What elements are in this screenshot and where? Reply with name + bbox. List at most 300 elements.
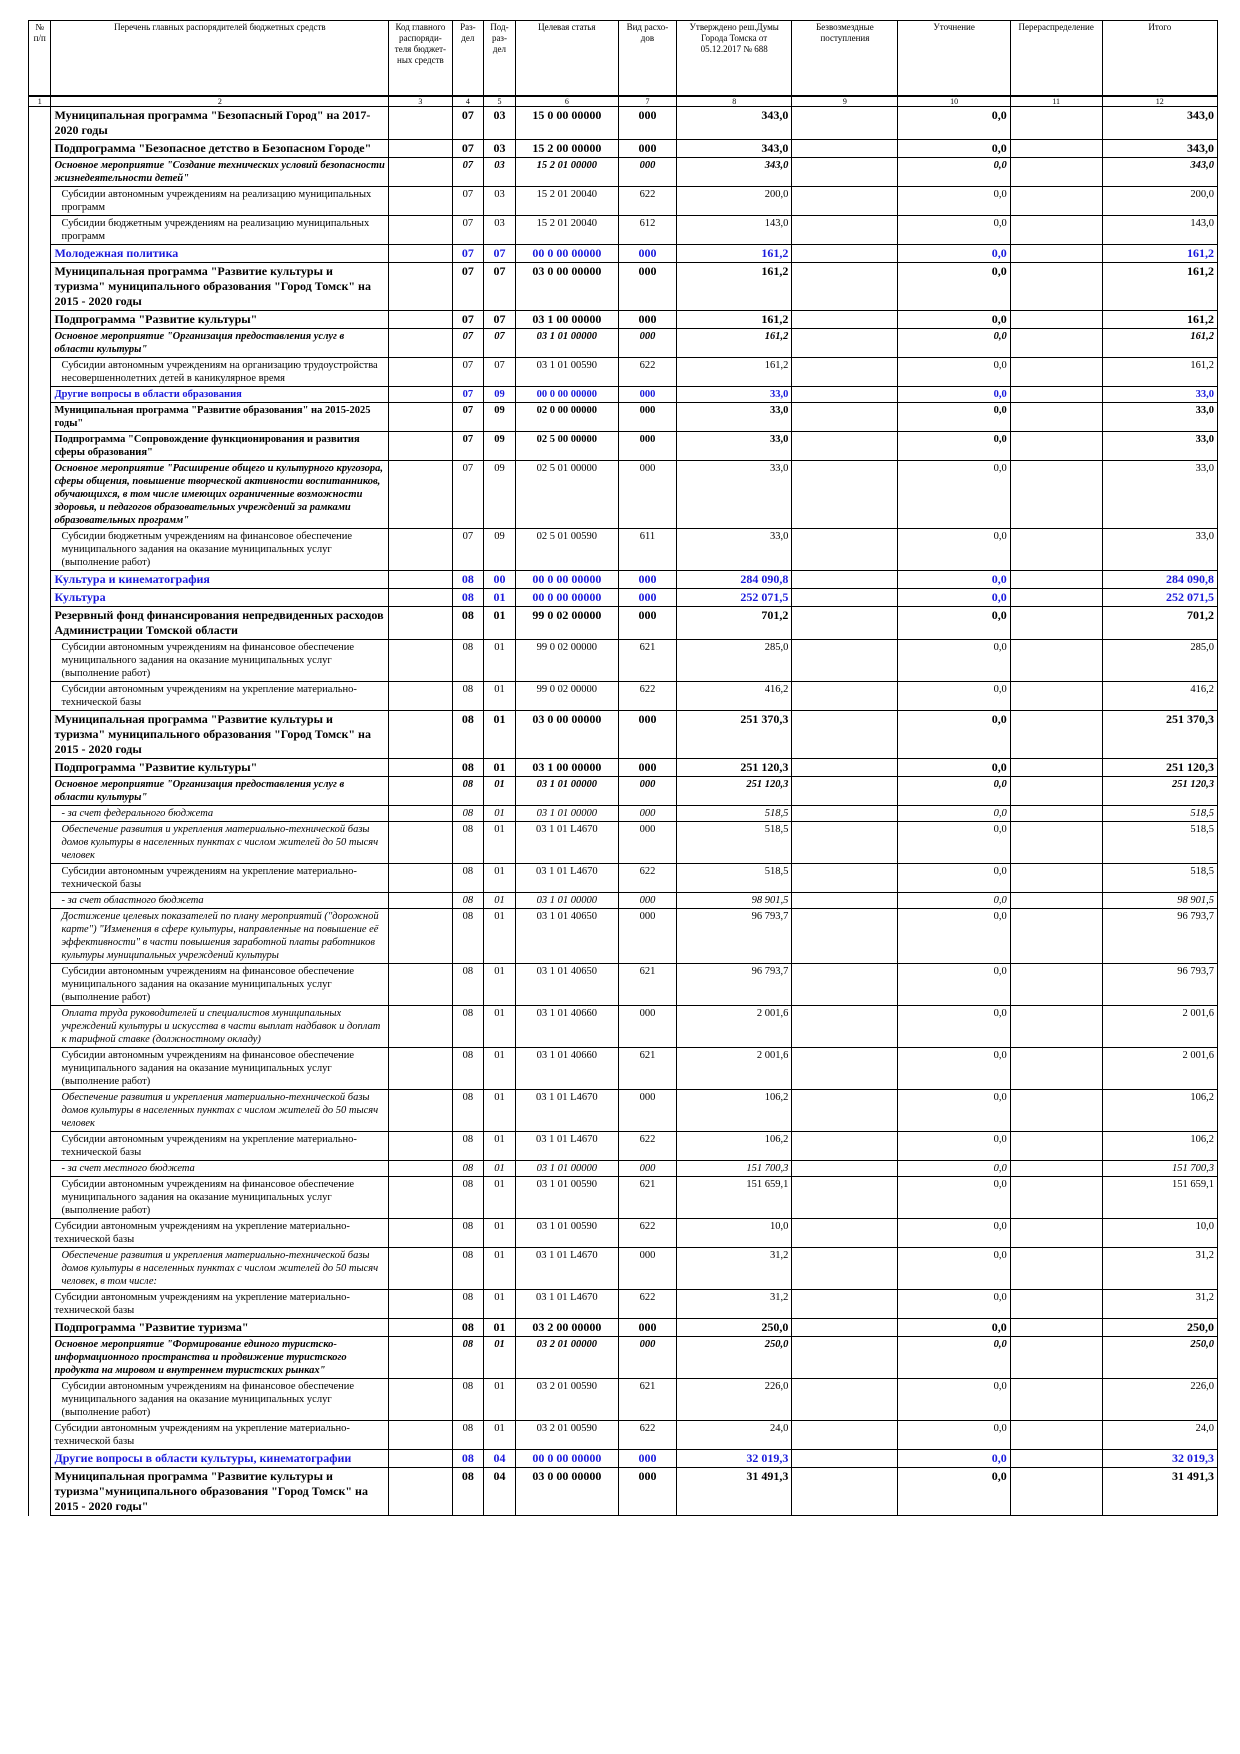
table-row (29, 403, 1218, 432)
redistribution-cell (1010, 1006, 1102, 1048)
distributor-code-cell (389, 1319, 452, 1337)
row-subsection: 01 (484, 1161, 516, 1177)
row-approved: 151 700,3 (677, 1161, 792, 1177)
row-approved: 416,2 (677, 682, 792, 711)
row-section: 07 (452, 329, 484, 358)
row-adjustment: 0,0 (898, 216, 1010, 245)
header-distributors: Перечень главных распорядителей бюджетных средств (51, 21, 389, 97)
row-expense-type: 000 (618, 311, 676, 329)
distributor-code-cell (389, 1468, 452, 1516)
row-expense-type: 000 (618, 140, 676, 158)
redistribution-cell (1010, 1219, 1102, 1248)
table-row (29, 1379, 1218, 1421)
row-expense-type: 000 (618, 1006, 676, 1048)
row-section: 08 (452, 589, 484, 607)
header-grants: Безвозмездные поступления (792, 21, 898, 97)
table-row (29, 759, 1218, 777)
row-target-article: 03 1 01 00000 (515, 806, 618, 822)
row-approved: 2 001,6 (677, 1006, 792, 1048)
row-subsection: 03 (484, 216, 516, 245)
column-number: 12 (1102, 96, 1217, 107)
row-approved: 33,0 (677, 432, 792, 461)
redistribution-cell (1010, 387, 1102, 403)
table-row (29, 1048, 1218, 1090)
row-target-article: 15 0 00 00000 (515, 107, 618, 140)
row-section: 08 (452, 1048, 484, 1090)
row-section: 07 (452, 311, 484, 329)
row-adjustment: 0,0 (898, 1468, 1010, 1516)
row-name: Культура (51, 589, 389, 607)
row-adjustment: 0,0 (898, 1006, 1010, 1048)
row-subsection: 01 (484, 806, 516, 822)
distributor-code-cell (389, 589, 452, 607)
table-row (29, 1006, 1218, 1048)
row-number-cell (29, 1132, 51, 1161)
table-row (29, 358, 1218, 387)
table-row (29, 140, 1218, 158)
distributor-code-cell (389, 387, 452, 403)
row-approved: 106,2 (677, 1132, 792, 1161)
grants-cell (792, 1048, 898, 1090)
distributor-code-cell (389, 1421, 452, 1450)
table-row (29, 1421, 1218, 1450)
row-target-article: 03 1 01 L4670 (515, 822, 618, 864)
row-total: 161,2 (1102, 245, 1217, 263)
row-total: 518,5 (1102, 864, 1217, 893)
row-name: Муниципальная программа "Развитие образования" на 2015-2025 годы" (51, 403, 389, 432)
redistribution-cell (1010, 187, 1102, 216)
row-subsection: 01 (484, 1132, 516, 1161)
distributor-code-cell (389, 893, 452, 909)
row-adjustment: 0,0 (898, 1177, 1010, 1219)
row-expense-type: 000 (618, 571, 676, 589)
row-subsection: 07 (484, 263, 516, 311)
grants-cell (792, 711, 898, 759)
redistribution-cell (1010, 1421, 1102, 1450)
row-expense-type: 000 (618, 909, 676, 964)
row-number-cell (29, 640, 51, 682)
row-section: 08 (452, 1379, 484, 1421)
row-total: 33,0 (1102, 387, 1217, 403)
row-subsection: 07 (484, 358, 516, 387)
distributor-code-cell (389, 1219, 452, 1248)
distributor-code-cell (389, 711, 452, 759)
row-target-article: 00 0 00 00000 (515, 387, 618, 403)
column-number: 10 (898, 96, 1010, 107)
row-name: Субсидии автономным учреждениям на финансовое обеспечение муниципального задания на оказание муниципальных услуг (выполнение работ) (51, 964, 389, 1006)
row-total: 416,2 (1102, 682, 1217, 711)
grants-cell (792, 1219, 898, 1248)
distributor-code-cell (389, 1090, 452, 1132)
row-subsection: 09 (484, 529, 516, 571)
row-number-cell (29, 263, 51, 311)
row-target-article: 03 1 01 40650 (515, 964, 618, 1006)
row-total: 284 090,8 (1102, 571, 1217, 589)
table-row (29, 806, 1218, 822)
grants-cell (792, 263, 898, 311)
row-target-article: 03 1 01 00590 (515, 1177, 618, 1219)
row-approved: 161,2 (677, 245, 792, 263)
row-target-article: 03 2 01 00590 (515, 1421, 618, 1450)
row-number-cell (29, 682, 51, 711)
table-row (29, 1219, 1218, 1248)
row-adjustment: 0,0 (898, 640, 1010, 682)
row-subsection: 01 (484, 964, 516, 1006)
redistribution-cell (1010, 311, 1102, 329)
row-section: 07 (452, 263, 484, 311)
row-total: 31,2 (1102, 1248, 1217, 1290)
row-number-cell (29, 461, 51, 529)
distributor-code-cell (389, 682, 452, 711)
row-name: Основное мероприятие "Создание технических условий безопасности жизнедеятельности детей" (51, 158, 389, 187)
row-adjustment: 0,0 (898, 806, 1010, 822)
row-target-article: 03 1 01 40650 (515, 909, 618, 964)
grants-cell (792, 640, 898, 682)
row-approved: 96 793,7 (677, 964, 792, 1006)
row-target-article: 99 0 02 00000 (515, 640, 618, 682)
row-name: Субсидии автономным учреждениям на финансовое обеспечение муниципального задания на оказание муниципальных услуг (выполнение работ) (51, 1177, 389, 1219)
row-approved: 161,2 (677, 263, 792, 311)
row-target-article: 99 0 02 00000 (515, 682, 618, 711)
row-name: - за счет местного бюджета (51, 1161, 389, 1177)
row-total: 226,0 (1102, 1379, 1217, 1421)
distributor-code-cell (389, 1248, 452, 1290)
column-number: 8 (677, 96, 792, 107)
row-adjustment: 0,0 (898, 822, 1010, 864)
row-approved: 251 370,3 (677, 711, 792, 759)
distributor-code-cell (389, 640, 452, 682)
redistribution-cell (1010, 607, 1102, 640)
row-number-cell (29, 964, 51, 1006)
row-target-article: 99 0 02 00000 (515, 607, 618, 640)
row-target-article: 15 2 01 00000 (515, 158, 618, 187)
row-adjustment: 0,0 (898, 777, 1010, 806)
row-number-cell (29, 607, 51, 640)
grants-cell (792, 1006, 898, 1048)
redistribution-cell (1010, 1290, 1102, 1319)
row-name: Обеспечение развития и укрепления материально-технической базы домов культуры в населенных пунктах с числом жителей до 50 тысяч человек, в том числе: (51, 1248, 389, 1290)
distributor-code-cell (389, 1132, 452, 1161)
redistribution-cell (1010, 1468, 1102, 1516)
row-subsection: 01 (484, 777, 516, 806)
row-number-cell (29, 909, 51, 964)
row-total: 151 700,3 (1102, 1161, 1217, 1177)
row-total: 31,2 (1102, 1290, 1217, 1319)
distributor-code-cell (389, 140, 452, 158)
row-subsection: 01 (484, 682, 516, 711)
row-name: Основное мероприятие "Формирование единого туристско-информационного пространства и продвижение туристского продукта на мировом и внутреннем туристских рынках" (51, 1337, 389, 1379)
row-approved: 161,2 (677, 358, 792, 387)
row-number-cell (29, 777, 51, 806)
table-row (29, 1468, 1218, 1516)
row-subsection: 01 (484, 711, 516, 759)
row-number-cell (29, 1337, 51, 1379)
grants-cell (792, 1319, 898, 1337)
row-target-article: 03 1 00 00000 (515, 759, 618, 777)
grants-cell (792, 461, 898, 529)
row-name: Субсидии автономным учреждениям на укрепление материально-технической базы (51, 1219, 389, 1248)
table-row (29, 909, 1218, 964)
grants-cell (792, 759, 898, 777)
row-name: Субсидии бюджетным учреждениям на реализацию муниципальных программ (51, 216, 389, 245)
row-section: 08 (452, 759, 484, 777)
table-row (29, 187, 1218, 216)
row-approved: 2 001,6 (677, 1048, 792, 1090)
header-total: Итого (1102, 21, 1217, 97)
table-row (29, 432, 1218, 461)
row-name: Основное мероприятие "Расширение общего и культурного кругозора, сферы общения, повышение творческой активности воспитанников, обучающихся, в том числе имеющих ограниченные возможности здоровья, и педагогов образовательных учреждений за рамками образовательных программ" (51, 461, 389, 529)
table-row (29, 1450, 1218, 1468)
table-row (29, 1090, 1218, 1132)
row-number-cell (29, 387, 51, 403)
grants-cell (792, 1248, 898, 1290)
distributor-code-cell (389, 1379, 452, 1421)
row-total: 31 491,3 (1102, 1468, 1217, 1516)
row-section: 07 (452, 432, 484, 461)
row-total: 251 120,3 (1102, 759, 1217, 777)
distributor-code-cell (389, 329, 452, 358)
row-total: 106,2 (1102, 1090, 1217, 1132)
row-number-cell (29, 1248, 51, 1290)
row-section: 07 (452, 461, 484, 529)
redistribution-cell (1010, 711, 1102, 759)
distributor-code-cell (389, 777, 452, 806)
row-expense-type: 622 (618, 864, 676, 893)
table-row (29, 864, 1218, 893)
redistribution-cell (1010, 822, 1102, 864)
row-number-cell (29, 1450, 51, 1468)
row-adjustment: 0,0 (898, 329, 1010, 358)
row-expense-type: 000 (618, 403, 676, 432)
row-total: 252 071,5 (1102, 589, 1217, 607)
header-expense-type: Вид расхо-дов (618, 21, 676, 97)
row-subsection: 01 (484, 1379, 516, 1421)
row-adjustment: 0,0 (898, 1090, 1010, 1132)
redistribution-cell (1010, 1379, 1102, 1421)
row-expense-type: 000 (618, 432, 676, 461)
row-name: Субсидии автономным учреждениям на укрепление материально-технической базы (51, 1132, 389, 1161)
table-row (29, 1248, 1218, 1290)
row-number-cell (29, 822, 51, 864)
row-number-cell (29, 806, 51, 822)
row-total: 251 120,3 (1102, 777, 1217, 806)
row-total: 32 019,3 (1102, 1450, 1217, 1468)
row-expense-type: 621 (618, 640, 676, 682)
grants-cell (792, 387, 898, 403)
distributor-code-cell (389, 1048, 452, 1090)
grants-cell (792, 140, 898, 158)
grants-cell (792, 1161, 898, 1177)
row-subsection: 09 (484, 387, 516, 403)
row-total: 161,2 (1102, 311, 1217, 329)
row-approved: 24,0 (677, 1421, 792, 1450)
row-expense-type: 612 (618, 216, 676, 245)
row-number-cell (29, 187, 51, 216)
table-row (29, 245, 1218, 263)
distributor-code-cell (389, 1177, 452, 1219)
redistribution-cell (1010, 1090, 1102, 1132)
row-subsection: 01 (484, 1290, 516, 1319)
row-adjustment: 0,0 (898, 311, 1010, 329)
row-adjustment: 0,0 (898, 263, 1010, 311)
grants-cell (792, 245, 898, 263)
row-approved: 251 120,3 (677, 759, 792, 777)
row-expense-type: 000 (618, 1450, 676, 1468)
grants-cell (792, 964, 898, 1006)
row-target-article: 03 1 01 00000 (515, 893, 618, 909)
row-name: Молодежная политика (51, 245, 389, 263)
row-expense-type: 621 (618, 964, 676, 1006)
row-subsection: 03 (484, 140, 516, 158)
row-number-cell (29, 759, 51, 777)
redistribution-cell (1010, 263, 1102, 311)
table-row (29, 589, 1218, 607)
row-name: Подпрограмма "Безопасное детство в Безопасном Городе" (51, 140, 389, 158)
row-target-article: 03 1 00 00000 (515, 311, 618, 329)
row-expense-type: 621 (618, 1177, 676, 1219)
row-approved: 251 120,3 (677, 777, 792, 806)
distributor-code-cell (389, 529, 452, 571)
grants-cell (792, 1290, 898, 1319)
redistribution-cell (1010, 329, 1102, 358)
row-expense-type: 000 (618, 107, 676, 140)
row-total: 161,2 (1102, 358, 1217, 387)
row-section: 08 (452, 1219, 484, 1248)
table-row (29, 1161, 1218, 1177)
row-target-article: 03 2 00 00000 (515, 1319, 618, 1337)
row-section: 08 (452, 1421, 484, 1450)
row-approved: 10,0 (677, 1219, 792, 1248)
table-row (29, 263, 1218, 311)
row-total: 250,0 (1102, 1337, 1217, 1379)
row-total: 161,2 (1102, 329, 1217, 358)
row-subsection: 04 (484, 1468, 516, 1516)
table-row (29, 329, 1218, 358)
row-number-cell (29, 893, 51, 909)
row-section: 07 (452, 403, 484, 432)
redistribution-cell (1010, 158, 1102, 187)
row-number-cell (29, 107, 51, 140)
grants-cell (792, 893, 898, 909)
row-expense-type: 000 (618, 1090, 676, 1132)
row-expense-type: 000 (618, 711, 676, 759)
row-total: 251 370,3 (1102, 711, 1217, 759)
row-section: 07 (452, 387, 484, 403)
row-expense-type: 000 (618, 822, 676, 864)
row-target-article: 03 2 01 00590 (515, 1379, 618, 1421)
row-section: 08 (452, 1177, 484, 1219)
row-name: Другие вопросы в области культуры, кинематографии (51, 1450, 389, 1468)
redistribution-cell (1010, 571, 1102, 589)
row-expense-type: 611 (618, 529, 676, 571)
row-total: 33,0 (1102, 529, 1217, 571)
row-number-cell (29, 432, 51, 461)
row-subsection: 03 (484, 107, 516, 140)
row-section: 08 (452, 893, 484, 909)
row-expense-type: 000 (618, 387, 676, 403)
row-number-cell (29, 311, 51, 329)
row-total: 106,2 (1102, 1132, 1217, 1161)
row-name: Субсидии бюджетным учреждениям на финансовое обеспечение муниципального задания на оказание муниципальных услуг (выполнение работ) (51, 529, 389, 571)
distributor-code-cell (389, 432, 452, 461)
row-total: 98 901,5 (1102, 893, 1217, 909)
row-total: 24,0 (1102, 1421, 1217, 1450)
column-number: 4 (452, 96, 484, 107)
row-number-cell (29, 864, 51, 893)
row-expense-type: 000 (618, 1161, 676, 1177)
row-subsection: 01 (484, 589, 516, 607)
row-adjustment: 0,0 (898, 1337, 1010, 1379)
row-target-article: 00 0 00 00000 (515, 589, 618, 607)
row-target-article: 03 1 01 L4670 (515, 1132, 618, 1161)
row-subsection: 01 (484, 1048, 516, 1090)
grants-cell (792, 1090, 898, 1132)
row-name: Муниципальная программа "Безопасный Город" на 2017-2020 годы (51, 107, 389, 140)
row-name: Субсидии автономным учреждениям на укрепление материально-технической базы (51, 864, 389, 893)
column-number: 7 (618, 96, 676, 107)
redistribution-cell (1010, 403, 1102, 432)
row-adjustment: 0,0 (898, 1048, 1010, 1090)
row-target-article: 02 5 00 00000 (515, 432, 618, 461)
row-approved: 96 793,7 (677, 909, 792, 964)
row-expense-type: 000 (618, 777, 676, 806)
row-adjustment: 0,0 (898, 1379, 1010, 1421)
row-number-cell (29, 245, 51, 263)
header-adjustment: Уточнение (898, 21, 1010, 97)
row-number-cell (29, 1219, 51, 1248)
row-total: 10,0 (1102, 1219, 1217, 1248)
row-approved: 98 901,5 (677, 893, 792, 909)
row-name: - за счет областного бюджета (51, 893, 389, 909)
row-target-article: 15 2 01 20040 (515, 216, 618, 245)
column-number: 5 (484, 96, 516, 107)
table-row (29, 640, 1218, 682)
table-row (29, 1319, 1218, 1337)
row-adjustment: 0,0 (898, 461, 1010, 529)
row-total: 33,0 (1102, 461, 1217, 529)
row-section: 08 (452, 1290, 484, 1319)
row-approved: 284 090,8 (677, 571, 792, 589)
row-approved: 518,5 (677, 822, 792, 864)
row-adjustment: 0,0 (898, 909, 1010, 964)
row-name: Основное мероприятие "Организация предоставления услуг в области культуры" (51, 777, 389, 806)
row-section: 08 (452, 571, 484, 589)
row-subsection: 01 (484, 1219, 516, 1248)
row-expense-type: 622 (618, 682, 676, 711)
row-section: 08 (452, 864, 484, 893)
row-number-cell (29, 403, 51, 432)
row-subsection: 01 (484, 607, 516, 640)
row-name: Субсидии автономным учреждениям на укрепление материально-технической базы (51, 1290, 389, 1319)
row-approved: 143,0 (677, 216, 792, 245)
row-adjustment: 0,0 (898, 589, 1010, 607)
row-adjustment: 0,0 (898, 571, 1010, 589)
grants-cell (792, 158, 898, 187)
row-adjustment: 0,0 (898, 759, 1010, 777)
row-adjustment: 0,0 (898, 403, 1010, 432)
row-total: 2 001,6 (1102, 1048, 1217, 1090)
row-expense-type: 622 (618, 1290, 676, 1319)
distributor-code-cell (389, 822, 452, 864)
row-adjustment: 0,0 (898, 107, 1010, 140)
row-subsection: 07 (484, 329, 516, 358)
table-row (29, 216, 1218, 245)
row-approved: 161,2 (677, 329, 792, 358)
redistribution-cell (1010, 1161, 1102, 1177)
table-row (29, 158, 1218, 187)
grants-cell (792, 909, 898, 964)
row-name: Подпрограмма "Развитие туризма" (51, 1319, 389, 1337)
